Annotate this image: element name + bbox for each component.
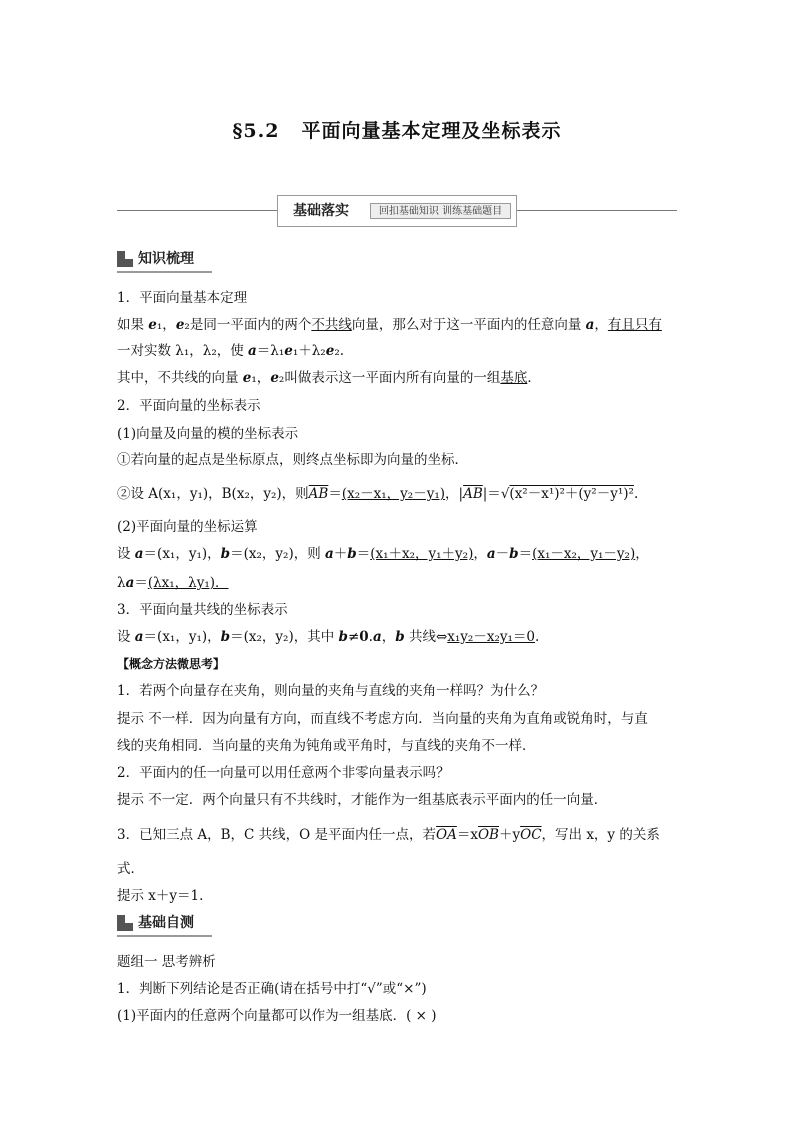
line-q3: 3．已知三点 A，B，C 共线，O 是平面内任一点，若$\overline{OA}=x\overline{OB}+y\overline{OC}$，写出 x，y 的关系 (117, 827, 660, 843)
line-coord-scalar: λa＝(λx₁，λy₁)． (117, 575, 229, 591)
section-number: §5.2 (232, 120, 280, 142)
line-theorem-1: 如果 e₁，e₂是同一平面内的两个不共线向量，那么对于这一平面内的任意向量 a，有且只有 (117, 317, 662, 333)
title-text: 平面向量基本定理及坐标表示 (301, 120, 562, 142)
blank-answer: 有且只有 (607, 317, 662, 333)
line-basis: 其中，不共线的向量 e₁，e₂叫做表示这一平面内所有向量的一组基底． (117, 370, 541, 386)
line-group1: 题组一 思考辨析 (117, 954, 216, 970)
section-banner (277, 195, 517, 227)
line-a3: 提示 x＋y＝1. (117, 888, 204, 904)
blank-answer: (x²－x¹)²＋(y²－y¹)² (509, 486, 634, 502)
header-underline (117, 935, 212, 937)
header-underline (117, 271, 212, 273)
banner-rule-right (517, 210, 677, 211)
banner-main-label: 基础落实 (293, 203, 349, 219)
line-theorem-2: 一对实数 λ₁，λ₂，使 a＝λ₁e₁＋λ₂e₂. (117, 343, 345, 359)
page-title (0, 116, 794, 143)
line-collinear: 设 a＝(x₁，y₁)，b＝(x₂，y₂)，其中 b≠0.a，b 共线⇔x₁y₂－x₂y₁＝0. (117, 629, 540, 645)
self-test-header (117, 913, 212, 935)
line-coord-ops: 设 a＝(x₁，y₁)，b＝(x₂，y₂)，则 a＋b＝(x₁＋x₂，y₁＋y₂)，a－b＝(x₁－x₂，y₁－y₂)， (117, 546, 649, 562)
line-judge: 1．判断下列结论是否正确(请在括号中打“√”或“×”) (117, 981, 427, 997)
line-think-title: 【概念方法微思考】 (117, 657, 226, 671)
line-coord-sub2: (2)平面向量的坐标运算 (117, 519, 258, 535)
banner-sub-label: 回扣基础知识 训练基础题目 (370, 203, 511, 219)
line-a1a: 提示 不一样．因为向量有方向，而直线不考虑方向．当向量的夹角为直角或锐角时，与直 (117, 711, 648, 727)
line-coord-title: 2．平面向量的坐标表示 (117, 398, 261, 414)
square-bullet-icon (117, 251, 133, 267)
blank-answer: (x₂－x₁，y₂－y₁) (341, 486, 446, 502)
line-coord-ab: ②设 A(x₁，y₁)，B(x₂，y₂)，则$\overline{AB}=(x_2-x_1$，y₂－y₁)，$|\overline{AB}|=√(x^2-x^1)^2+(y^2-y^1)^2$. (117, 486, 639, 502)
knowledge-header (117, 249, 212, 271)
line-theorem-title: 1．平面向量基本定理 (117, 290, 248, 306)
line-q3-cont: 式． (117, 861, 144, 877)
line-q2: 2．平面内的任一向量可以用任意两个非零向量表示吗？ (117, 765, 450, 781)
vector-ab: $\overline{AB}$ (308, 486, 329, 502)
line-coord-origin: ①若向量的起点是坐标原点，则终点坐标即为向量的坐标． (117, 452, 468, 468)
line-judge-1: (1)平面内的任意两个向量都可以作为一组基底．( × ) (117, 1008, 437, 1024)
line-a1b: 线的夹角相同．当向量的夹角为钝角或平角时，与直线的夹角不一样． (117, 738, 536, 754)
blank-answer: (x₁－x₂，y₁－y₂) (532, 546, 636, 562)
line-a2: 提示 不一定．两个向量只有不共线时，才能作为一组基底表示平面内的任一向量． (117, 792, 608, 808)
line-collinear-title: 3．平面向量共线的坐标表示 (117, 602, 288, 618)
blank-answer: 不共线 (311, 317, 352, 333)
blank-answer: x₁y₂－x₂y₁＝0 (447, 629, 535, 645)
line-coord-sub1: (1)向量及向量的模的坐标表示 (117, 426, 299, 442)
blank-answer: (λx₁，λy₁)． (147, 575, 229, 591)
blank-answer: (x₁＋x₂，y₁＋y₂) (370, 546, 474, 562)
square-bullet-icon (117, 915, 133, 931)
banner-rule-left (117, 210, 277, 211)
blank-answer: 基底 (500, 370, 528, 386)
knowledge-header-label: 知识梳理 (138, 251, 194, 267)
sqrt-icon: √ (500, 486, 510, 502)
line-q1: 1．若两个向量存在夹角，则向量的夹角与直线的夹角一样吗？为什么？ (117, 683, 545, 699)
self-test-header-label: 基础自测 (138, 915, 194, 931)
